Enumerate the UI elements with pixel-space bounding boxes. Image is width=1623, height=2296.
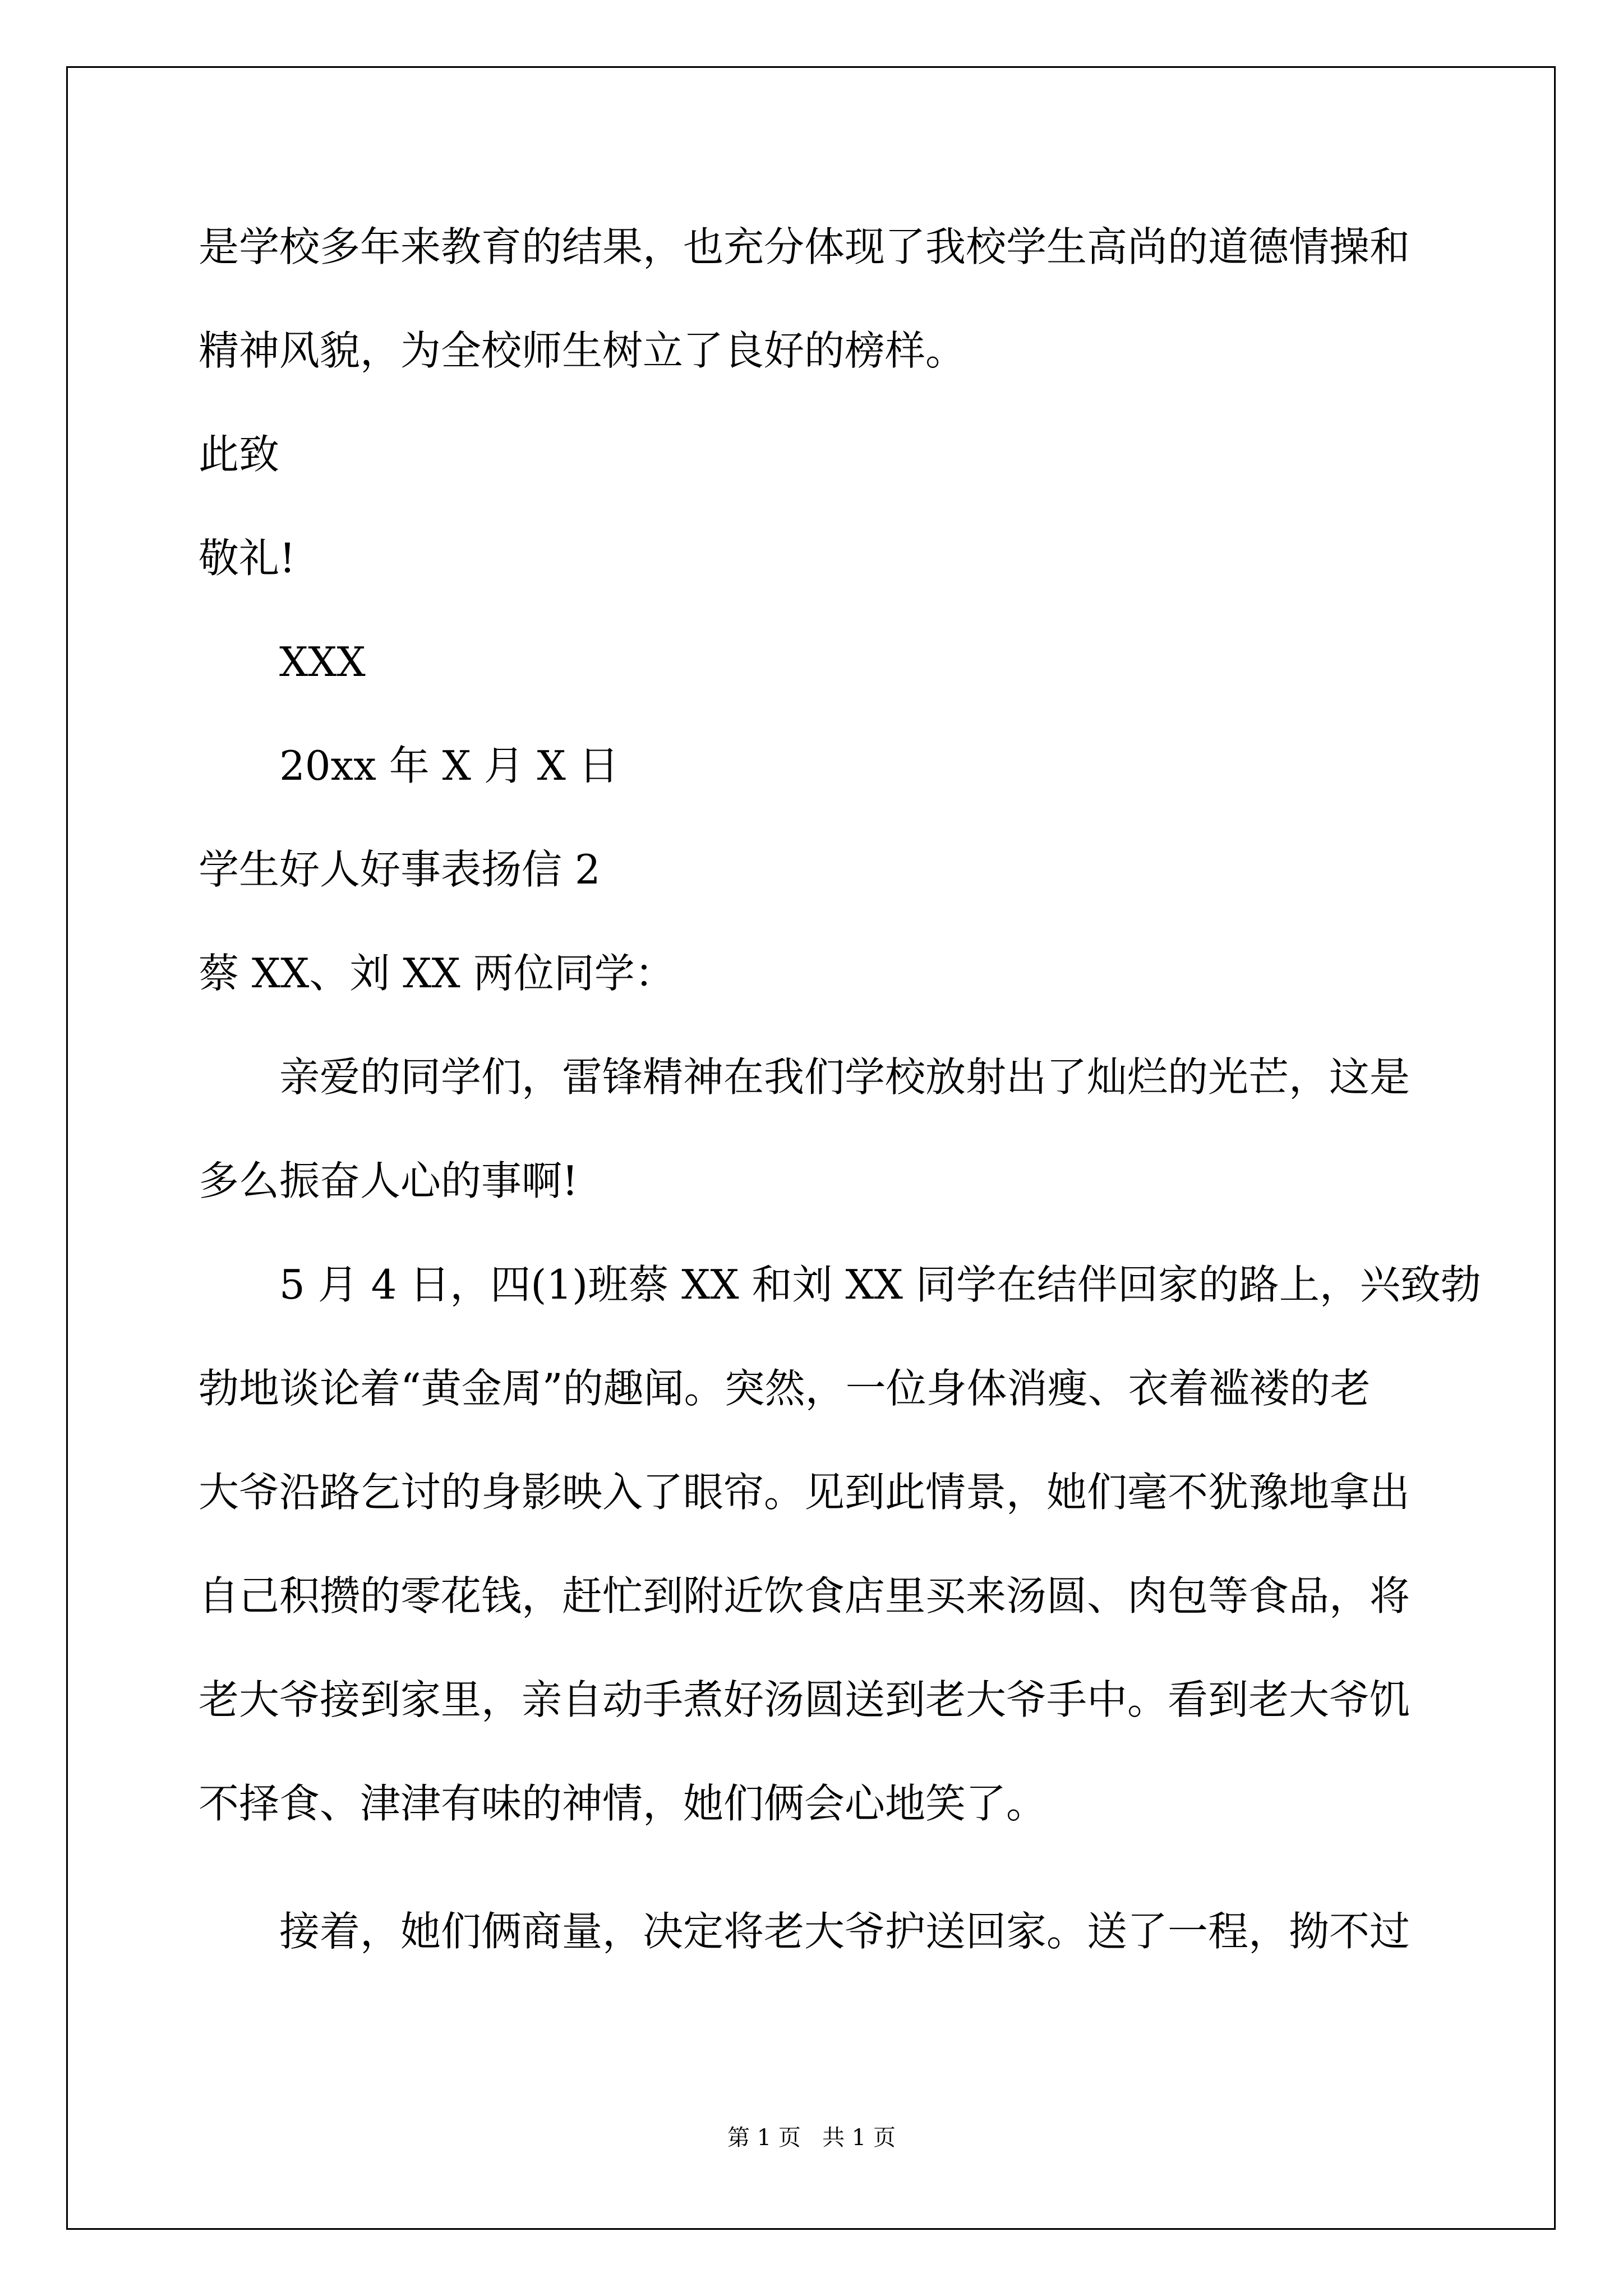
paragraph-line-2: 精神风貌，为全校师生树立了良好的榜样。: [199, 327, 966, 374]
letter-heading: 学生好人好事表扬信 2: [199, 846, 601, 893]
signature-name: XXX: [279, 638, 366, 685]
closing-regards: 敬礼!: [199, 535, 296, 582]
paragraph-line-9: 老大爷接到家里，亲自动手煮好汤圆送到老大爷手中。看到老大爷饥: [199, 1676, 1410, 1723]
page-border: [66, 66, 1556, 2230]
paragraph-line-10: 不择食、津津有味的神情，她们俩会心地笑了。: [199, 1780, 1047, 1827]
paragraph-line-1: 是学校多年来教育的结果，也充分体现了我校学生高尚的道德情操和: [199, 223, 1410, 270]
signature-date: 20xx 年 X 月 X 日: [279, 742, 619, 789]
paragraph-line-8: 自己积攒的零花钱，赶忙到附近饮食店里买来汤圆、肉包等食品，将: [199, 1572, 1410, 1619]
paragraph-line-6: 勃地谈论着“黄金周”的趣闻。突然，一位身体消瘦、衣着褴褛的老: [199, 1365, 1371, 1412]
paragraph-line-7: 大爷沿路乞讨的身影映入了眼帘。见到此情景，她们毫不犹豫地拿出: [199, 1469, 1410, 1516]
page-footer: 第 1 页 共 1 页: [727, 2125, 896, 2151]
paragraph-line-4: 多么振奋人心的事啊!: [199, 1157, 578, 1204]
letter-recipients: 蔡 XX、刘 XX 两位同学：: [199, 950, 675, 997]
paragraph-line-5: 5 月 4 日，四(1)班蔡 XX 和刘 XX 同学在结伴回家的路上，兴致勃: [279, 1261, 1481, 1308]
paragraph-line-11: 接着，她们俩商量，决定将老大爷护送回家。送了一程，拗不过: [279, 1908, 1410, 1955]
paragraph-line-3: 亲爱的同学们，雷锋精神在我们学校放射出了灿烂的光芒，这是: [279, 1053, 1410, 1101]
closing-salutation: 此致: [199, 431, 280, 478]
